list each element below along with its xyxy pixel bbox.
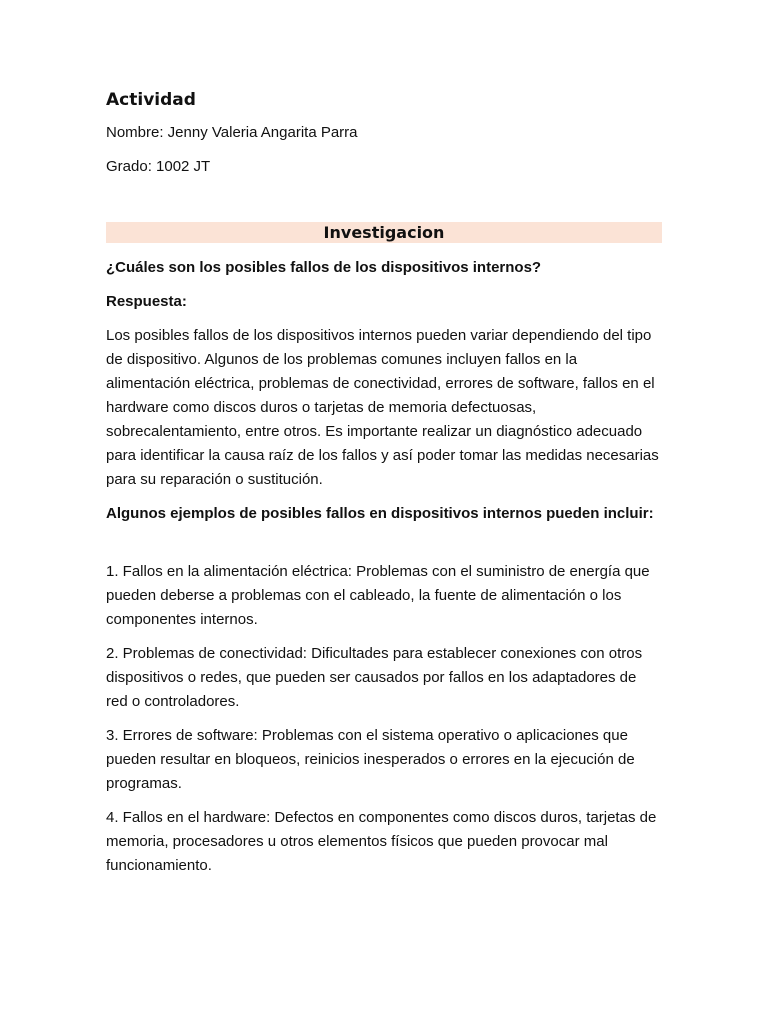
question-text: ¿Cuáles son los posibles fallos de los dispositivos internos? [106, 259, 542, 276]
answer-label: Respuesta: [106, 293, 187, 310]
student-name: Nombre: Jenny Valeria Angarita Parra [106, 124, 358, 141]
examples-lead: Algunos ejemplos de posibles fallos en dispositivos internos pueden incluir: [106, 505, 654, 522]
answer-paragraph: Los posibles fallos de los dispositivos internos pueden variar dependiendo del tipo de dispositivo. Algunos de los problemas comunes incluyen fallos en la alimentación eléctrica, problemas de conectividad, errores de software, fallos en el hardware como discos duros o tarjetas de memoria defectuosas, sobrecalentamiento, entre otros. Es importante realizar un diagnóstico adecuado para identificar la causa raíz de los fallos y así poder tomar las medidas necesarias para su reparación o sustitución. [106, 327, 659, 488]
list-item: 1. Fallos en la alimentación eléctrica: Problemas con el suministro de energía que pueden deberse a problemas con el cableado, la fuente de alimentación o los componentes internos. [106, 563, 650, 628]
list-item: 4. Fallos en el hardware: Defectos en componentes como discos duros, tarjetas de memoria, procesadores u otros elementos físicos que pueden provocar mal funcionamiento. [106, 809, 657, 874]
list-item: 3. Errores de software: Problemas con el sistema operativo o aplicaciones que pueden resultar en bloqueos, reinicios inesperados o errores en la ejecución de programas. [106, 727, 635, 792]
section-heading: Investigacion [106, 222, 662, 243]
list-item: 2. Problemas de conectividad: Dificultades para establecer conexiones con otros dispositivos o redes, que pueden ser causados por fallos en los adaptadores de red o controladores. [106, 645, 643, 710]
document-title: Actividad [106, 90, 196, 110]
document-page [106, 86, 662, 888]
student-grade: Grado: 1002 JT [106, 158, 211, 175]
